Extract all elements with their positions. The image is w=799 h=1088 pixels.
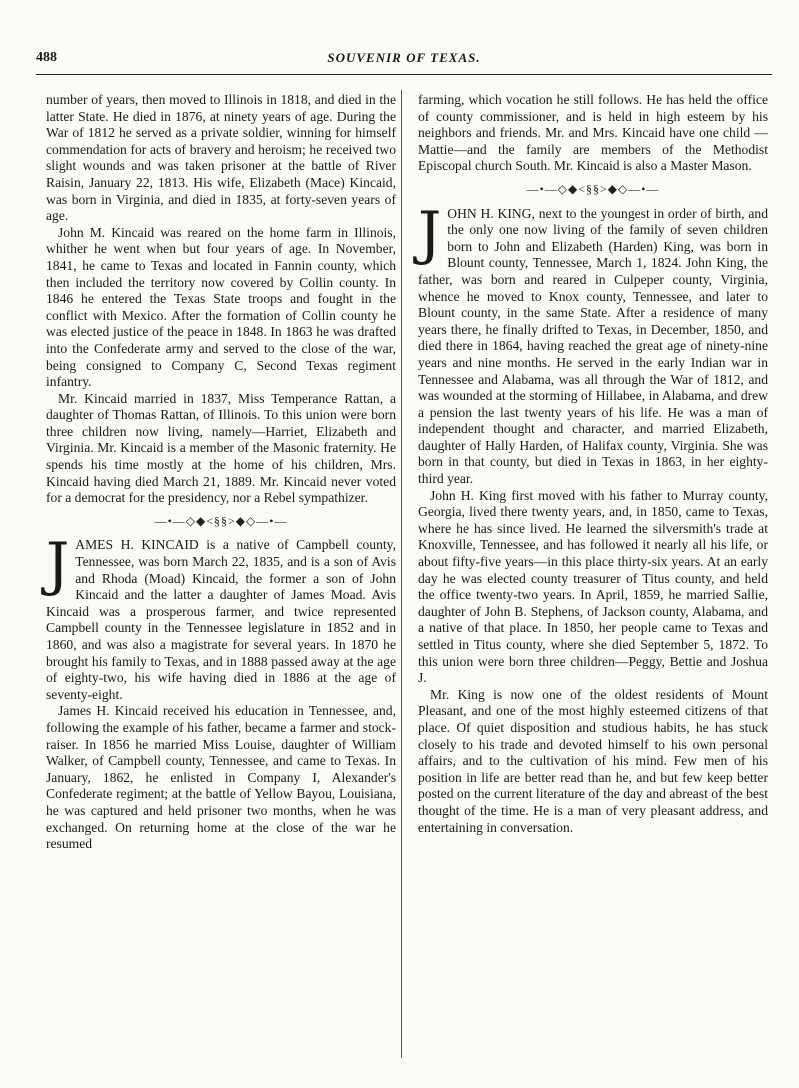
header-rule (36, 74, 772, 75)
biography-kincaid (46, 530, 396, 703)
drop-cap: J (418, 198, 442, 267)
paragraph: Mr. Kincaid married in 1837, Miss Temperance Rattan, a daughter of Thomas Rattan, of Illinois. To this union were born three children now living, namely—Harriet, Elizabeth and Virginia. Mr. Kincaid is a member of the Masonic fraternity. He spends his time mostly at the home of his children, Mrs. Kincaid having died March 21, 1889. Mr. Kincaid never voted for a democrat for the presidency, nor a Rebel sympathizer. (46, 390, 396, 506)
left-column (46, 92, 396, 853)
drop-cap: J (46, 530, 70, 599)
ornament-divider: —•—◇◆<§§>◆◇—•— (154, 513, 288, 528)
page-header (36, 50, 772, 72)
paragraph-text: OHN H. KING, next to the youngest in order of birth, and the only one now living of the family of seven children born to John and Elizabeth (Harden) King, was born in Blount county, Tennessee, March 1, 1824. John King, the father, was born and reared in Culpeper county, Virginia, whence he moved to Knox county, Tennessee, and later to Blount county, in the same State. After a residence of many years there, he finally drifted to Texas, in December, 1850, and died there in 1864, having reached the great age of ninety-nine years and nine months. He served in the early Indian war in Tennessee and Alabama, was all through the War of 1812, and was wounded at the storming of Hillabee, in Alabama, and drew a pension the last twenty years of his life. He was a man of independent thought and character, and married Elizabeth, daughter of Hally Harden, of Halifax county, Virginia. She was born in that county, but died in Texas in 1863, in her eighty-third year. (418, 205, 768, 487)
right-column (418, 92, 768, 836)
ornament-divider: —•—◇◆<§§>◆◇—•— (526, 181, 660, 196)
paragraph: number of years, then moved to Illinois in 1818, and died in the latter State. He died in 1876, at ninety years of age. During the War of 1812 he served as a private soldier, winning for himself commendation for acts of bravery and heroism; he received two slight wounds and was taken prisoner at the battle of River Raisin, January 22, 1813. His wife, Elizabeth (Mace) Kincaid, was born in Virginia, and died in 1835, at forty-seven years of age. (46, 92, 396, 224)
paragraph: James H. Kincaid received his education in Tennessee, and, following the example of his father, became a farmer and stock-raiser. In 1856 he married Miss Louise, daughter of William Walker, of Campbell county, Tennessee, and came to Texas. In January, 1862, he enlisted in Company I, Alexander's Confederate regiment; at the battle of Yellow Bayou, Louisiana, he was captured and held prisoner two months, when he was exchanged. On returning home at the close of the war he resumed (46, 703, 396, 852)
paragraph: Mr. King is now one of the oldest residents of Mount Pleasant, and one of the most highly esteemed citizens of that place. Of quiet disposition and studious habits, he has stuck closely to his trade and devoted himself to his own personal affairs, and to the cultivation of his mind. Few men of his position in life are better read than he, and but few keep better posted on the current literature of the day and abreast of the best thought of the time. He is a man of very pleasant address, and entertaining in conversation. (418, 686, 768, 835)
page-number: 488 (36, 50, 57, 65)
paragraph: farming, which vocation he still follows. He has held the office of county commissioner, and is held in high esteem by his neighbors and friends. Mr. and Mrs. Kincaid have one child —Mattie—and the family are members of the Methodist Episcopal church South. Mr. Kincaid is also a Master Mason. (418, 92, 768, 174)
column-divider (401, 90, 402, 1058)
paragraph-text: AMES H. KINCAID is a native of Campbell county, Tennessee, was born March 22, 1835, and is a son of Avis and Rhoda (Moad) Kincaid, the former a son of John Kincaid and the latter a daughter of James Moad. Avis Kincaid was a prosperous farmer, and twice represented Campbell county in the Tennessee legislature in 1852 and in 1860, and was also a magistrate for several years. In 1870 he brought his family to Texas, and in 1888 passed away at the age of eighty-two, his wife having died in 1886 at the age of seventy-eight. (46, 537, 396, 702)
paragraph: John H. King first moved with his father to Murray county, Georgia, lived there twenty years, and, in 1850, came to Texas, where he has since lived. He learned the silversmith's trade at Knoxville, Tennessee, and has followed it nearly all his life, or about fifty-five years—in this place thirty-six years. At an early day he was elected county treasurer of Titus county, and held the office twenty-two years. In April, 1859, he married Sallie, daughter of John B. Stephens, of Jackson county, Alabama, and a native of that place. In 1850, her people came to Texas and settled in Titus county, where she died September 5, 1872. To this union were born three children—Peggy, Bettie and Joshua J. (418, 487, 768, 686)
running-title: SOUVENIR OF TEXAS. (327, 50, 481, 65)
biography-king (418, 198, 768, 488)
paragraph: John M. Kincaid was reared on the home farm in Illinois, whither he went when but four years of age. In November, 1841, he came to Texas and located in Fannin county, which then included the territory now covered by Collin county. In 1846 he entered the Texas State troops and fought in the conflict with Mexico. After the formation of Collin county he was elected justice of the peace in 1848. In 1863 he was drafted into the Confederate army and served to the close of the war, being consigned to Company C, Second Texas regiment infantry. (46, 224, 396, 390)
